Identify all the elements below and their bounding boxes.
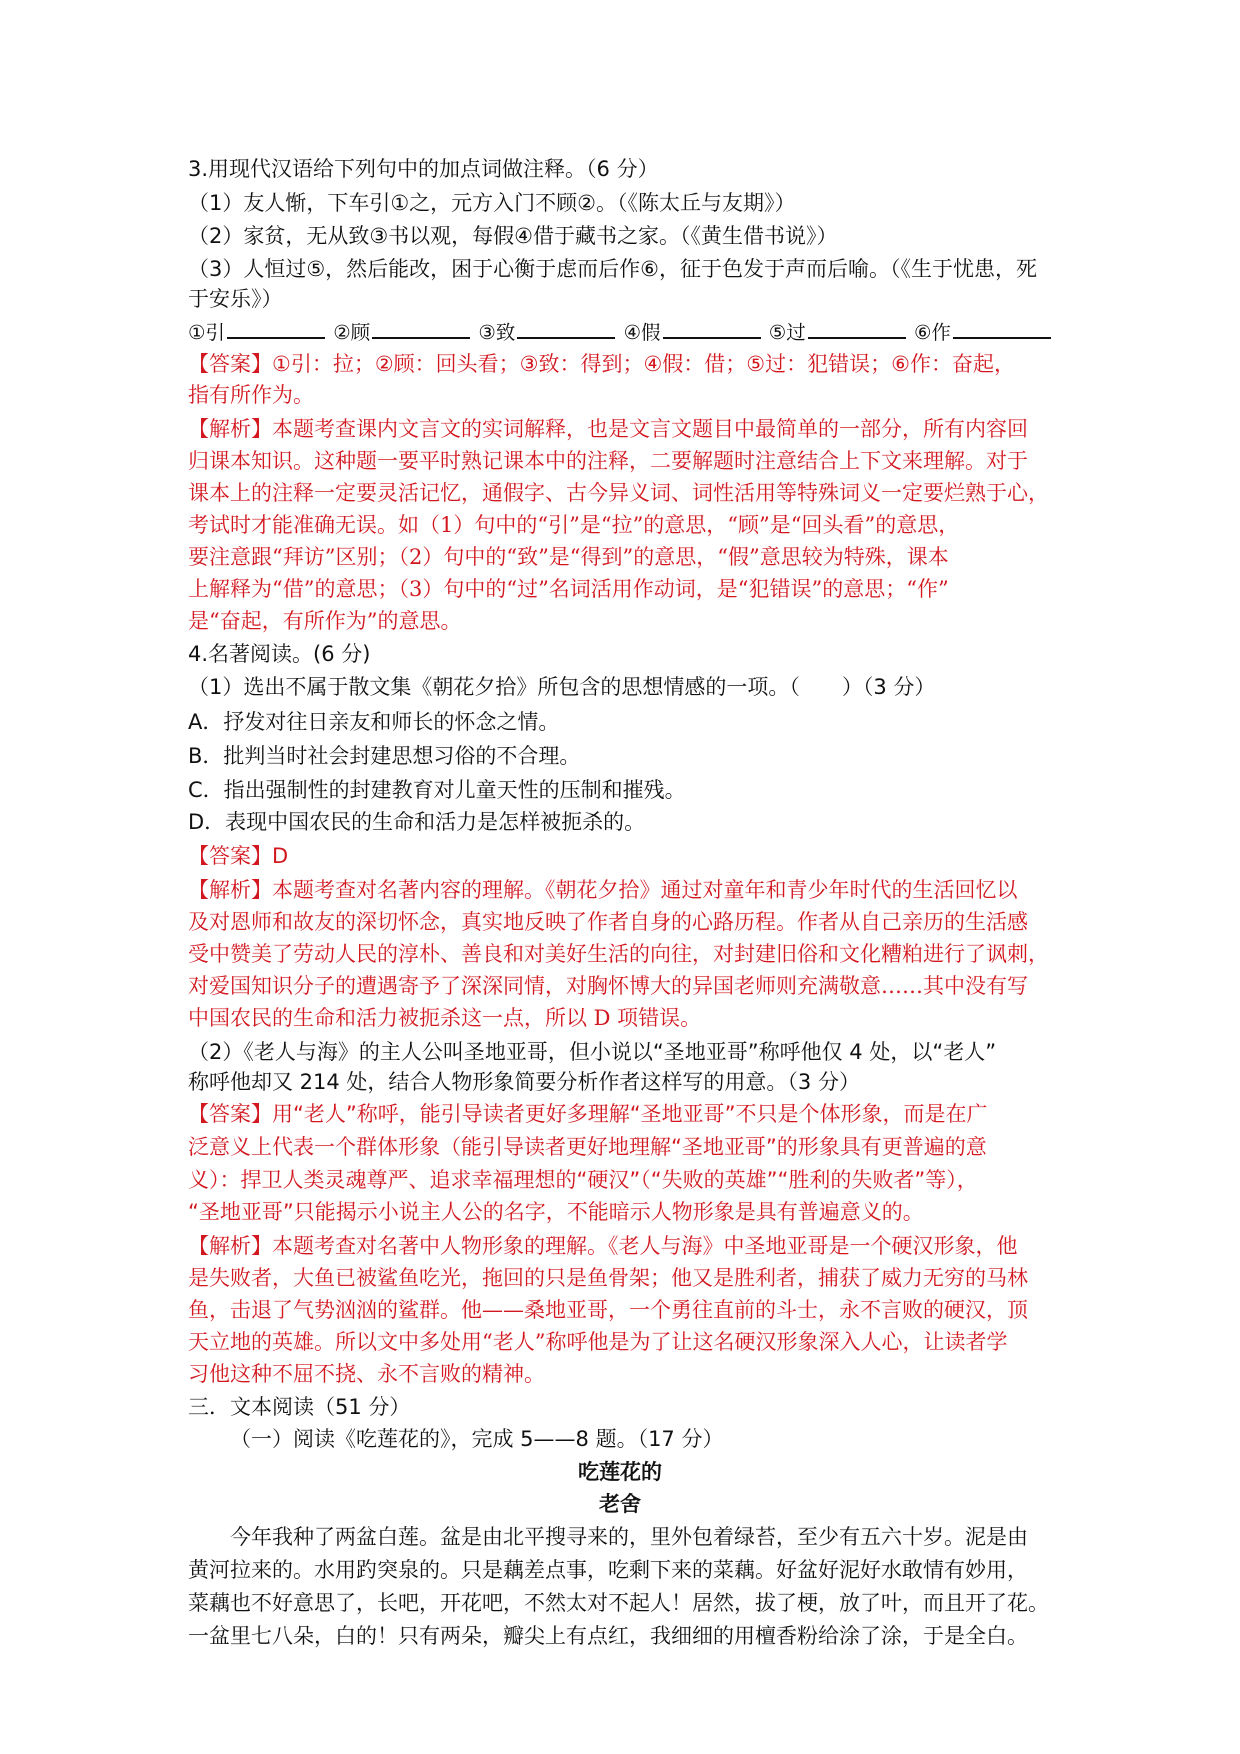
essay-paragraph-line: 今年我种了两盆白莲。盆是由北平搜寻来的，里外包着绿苔，至少有五六十岁。泥是由: [230, 1525, 1028, 1549]
fill-item-6: ⑥作: [913, 321, 951, 344]
q4-answer-1: 【答案】D: [188, 844, 289, 868]
q3-analysis-line: 是“奋起，有所作为”的意思。: [188, 609, 462, 633]
blank-2[interactable]: [372, 317, 470, 339]
blank-1[interactable]: [227, 317, 325, 339]
q4-option-a[interactable]: A．抒发对往日亲友和师长的怀念之情。: [188, 710, 560, 734]
q4-sub-question-2b: 称呼他却又 214 处，结合人物形象简要分析作者这样写的用意。（3 分）: [188, 1070, 860, 1094]
fill-item-4: ④假: [623, 321, 661, 344]
q4-analysis-2-line: 是失败者，大鱼已被鲨鱼吃光，拖回的只是鱼骨架；他又是胜利者，捕获了威力无穷的马林: [188, 1266, 1028, 1290]
essay-title: 吃莲花的: [578, 1460, 662, 1484]
essay-paragraph-line: 菜藕也不好意思了，长吧，开花吧，不然太对不起人！居然，拔了梗，放了叶，而且开了花。: [188, 1591, 1049, 1615]
q3-answer-line-1: 【答案】①引：拉；②顾：回头看；③致：得到；④假：借；⑤过：犯错误；⑥作：奋起，: [188, 352, 1015, 376]
q4-sub-question-1: （1）选出不属于散文集《朝花夕拾》所包含的思想情感的一项。（ ）（3 分）: [188, 675, 936, 699]
q4-analysis-1-line: 及对恩师和故友的深切怀念，真实地反映了作者自身的心路历程。作者从自己亲历的生活感: [188, 910, 1028, 934]
q3-analysis-line: 上解释为“借”的意思；（3）句中的“过”名词活用作动词，是“犯错误”的意思；“作”: [188, 577, 949, 601]
q4-analysis-2-line: 【解析】本题考查对名著中人物形象的理解。《老人与海》中圣地亚哥是一个硬汉形象，他: [188, 1234, 1018, 1258]
q4-analysis-2-line: 鱼，击退了气势汹汹的鲨群。他——桑地亚哥，一个勇往直前的斗士，永不言败的硬汉，顶: [188, 1298, 1028, 1322]
section-3-title: 三．文本阅读（51 分）: [188, 1395, 411, 1419]
q4-analysis-1-line: 对爱国知识分子的遭遇寄予了深深同情，对胸怀博大的异国老师则充满敬意……其中没有写: [188, 974, 1028, 998]
blank-5[interactable]: [808, 317, 906, 339]
fill-item-2: ②顾: [333, 321, 371, 344]
q4-answer-2-line: “圣地亚哥”只能揭示小说主人公的名字，不能暗示人物形象是具有普遍意义的。: [188, 1200, 924, 1224]
q3-sentence-3b: 于安乐》）: [188, 287, 283, 311]
q3-analysis-line: 考试时才能准确无误。如（1）句中的“引”是“拉”的意思，“顾”是“回头看”的意思，: [188, 513, 960, 537]
q4-answer-2-line: 泛意义上代表一个群体形象（能引导读者更好地理解“圣地亚哥”的形象具有更普遍的意: [188, 1135, 987, 1159]
q4-answer-2-line: 义）：捍卫人类灵魂尊严、追求幸福理想的“硬汉”（“失败的英雄”“胜利的失败者”等），: [188, 1168, 978, 1192]
essay-paragraph-line: 一盆里七八朵，白的！只有两朵，瓣尖上有点红，我细细的用檀香粉给涂了涂，于是全白。: [188, 1624, 1028, 1648]
q4-analysis-2-line: 习他这种不屈不挠、永不言败的精神。: [188, 1362, 545, 1386]
section-3-sub-1: （一）阅读《吃莲花的》，完成 5——8 题。（17 分）: [230, 1427, 724, 1451]
q4-option-d[interactable]: D．表现中国农民的生命和活力是怎样被扼杀的。: [188, 810, 646, 834]
q4-analysis-1-line: 中国农民的生命和活力被扼杀这一点，所以 D 项错误。: [188, 1006, 702, 1030]
fill-item-1: ①引: [188, 321, 225, 344]
essay-author: 老舍: [599, 1492, 641, 1516]
q3-sentence-3a: （3）人恒过⑤，然后能改，困于心衡于虑而后作⑥，征于色发于声而后喻。（《生于忧患，死: [188, 257, 1038, 281]
q3-answer-line-2: 指有所作为。: [188, 383, 314, 407]
q3-analysis-line: 课本上的注释一定要灵活记忆，通假字、古今异义词、词性活用等特殊词义一定要烂熟于心，: [188, 481, 1049, 505]
q3-sentence-1: （1）友人惭，下车引①之，元方入门不顾②。（《陈太丘与友期》）: [188, 191, 796, 215]
q4-analysis-1-line: 受中赞美了劳动人民的淳朴、善良和对美好生活的向往，对封建旧俗和文化糟粕进行了讽刺，: [188, 942, 1049, 966]
q3-analysis-line: 【解析】本题考查课内文言文的实词解释，也是文言文题目中最简单的一部分，所有内容回: [188, 417, 1028, 441]
blank-4[interactable]: [663, 317, 761, 339]
q4-analysis-2-line: 天立地的英雄。所以文中多处用“老人”称呼他是为了让这名硬汉形象深入人心，让读者学: [188, 1330, 1008, 1354]
q4-sub-question-2a: （2）《老人与海》的主人公叫圣地亚哥，但小说以“圣地亚哥”称呼他仅 4 处，以“老人”: [188, 1040, 997, 1064]
blank-3[interactable]: [517, 317, 615, 339]
blank-6[interactable]: [953, 317, 1051, 339]
q3-analysis-line: 要注意跟“拜访”区别；（2）句中的“致”是“得到”的意思，“假”意思较为特殊，课本: [188, 545, 949, 569]
q4-option-b[interactable]: B．批判当时社会封建思想习俗的不合理。: [188, 744, 581, 768]
q4-title: 4.名著阅读。(6 分): [188, 642, 371, 666]
q3-title: 3.用现代汉语给下列句中的加点词做注释。（6 分）: [188, 157, 659, 181]
q3-fill-blanks: [188, 317, 1053, 347]
fill-item-3: ③致: [478, 321, 516, 344]
q3-sentence-2: （2）家贫，无从致③书以观，每假④借于藏书之家。（《黄生借书说》）: [188, 224, 838, 248]
q4-analysis-1-line: 【解析】本题考查对名著内容的理解。《朝花夕拾》通过对童年和青少年时代的生活回忆以: [188, 878, 1018, 902]
essay-paragraph-line: 黄河拉来的。水用趵突泉的。只是藕差点事，吃剩下来的菜藕。好盆好泥好水敢情有妙用，: [188, 1558, 1028, 1582]
q4-option-c[interactable]: C．指出强制性的封建教育对儿童天性的压制和摧残。: [188, 778, 686, 802]
fill-item-5: ⑤过: [768, 321, 806, 344]
q4-answer-2-line: 【答案】用“老人”称呼，能引导读者更好多理解“圣地亚哥”不只是个体形象，而是在广: [188, 1102, 988, 1126]
q3-analysis-line: 归课本知识。这种题一要平时熟记课本中的注释，二要解题时注意结合上下文来理解。对于: [188, 449, 1028, 473]
